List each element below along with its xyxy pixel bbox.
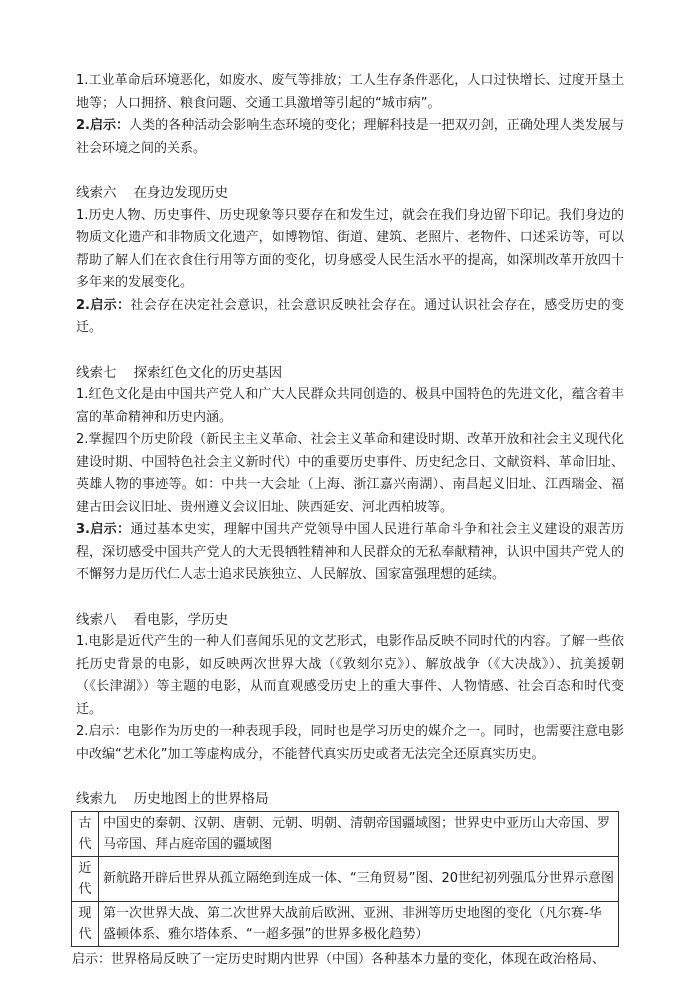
clue8-paragraph-2: 2.启示：电影作为历史的一种表现手段，同时也是学习历史的媒介之一。同时，也需要注意电影中改编“艺术化”加工等虚构成分，不能替代真实历史或者无法完全还原真实历史。 [76,724,624,762]
clue7-paragraph-1: 1.红色文化是由中国共产党人和广大人民群众共同创造的、极具中国特色的先进文化，蕴含着丰富的革命精神和历史内涵。 [76,387,624,425]
clue7-heading: 线索七 探索红色文化的历史基因 [76,364,283,381]
env-inspiration-text: 人类的各种活动会影响生态环境的变化；理解科技是一把双刃剑，正确处理人类发展与社会环境之间的关系。 [76,118,624,156]
clue7-paragraph-2: 2.掌握四个历史阶段（新民主主义革命、社会主义革命和建设时期、改革开放和社会主义现代化建设时期、中国特色社会主义新时代）中的重要历史事件、历史纪念日、文献资料、革命旧址、英雄人物的事迹等。如：中共一大会址（上海、浙江嘉兴南湖）、南昌起义旧址、江西瑞金、福建古田会议旧址、贵州遵义会议旧址、陕西延安、河北西柏坡等。 [76,432,624,515]
section-gap [76,160,624,182]
clue7-paragraph-3 [76,519,624,587]
world-pattern-table [71,811,619,947]
era-content-cell: 新航路开辟后世界从孤立隔绝到连成一体、“三角贸易”图、20世纪初列强瓜分世界示意图 [99,856,619,901]
era-content-cell: 中国史的秦朝、汉朝、唐朝、元朝、明朝、清朝帝国疆域图；世界史中亚历山大帝国、罗马帝国、拜占庭帝国的疆域图 [99,811,619,856]
section-gap [76,587,624,609]
table-row [72,856,619,901]
env-paragraph-2 [76,115,624,160]
section-gap [76,766,624,788]
document-page [72,70,624,971]
clue7-inspiration-label: 3.启示： [76,522,131,537]
clue6-paragraph-2 [76,295,624,340]
clue6-inspiration-text: 社会存在决定社会意识，社会意识反映社会存在。通过认识社会存在，感受历史的变迁。 [76,297,624,335]
clue9-heading: 线索九 历史地图上的世界格局 [76,791,269,807]
env-inspiration-label: 2.启示： [76,118,130,133]
clue9-inspiration: 启示：世界格局反映了一定历史时期内世界（中国）各种基本力量的变化，体现在政治格局、 [72,951,606,967]
clue6-inspiration-label: 2.启示： [76,297,131,313]
era-cell: 古代 [72,811,99,856]
clue8-heading: 线索八 看电影，学历史 [76,611,229,628]
clue8-paragraph-1: 1.电影是近代产生的一种人们喜闻乐见的文艺形式，电影作品反映不同时代的内容。了解一些依托历史背景的电影，如反映两次世界大战（《敦刻尔克》）、解放战争（《大决战》）、抗美援朝（《长津湖》）等主题的电影，从而直观感受历史上的重大事件、人物情感、社会百态和时代变迁。 [76,634,624,717]
clue6-paragraph-1: 1.历史人物、历史事件、历史现象等只要存在和发生过，就会在我们身边留下印记。我们身边的物质文化遗产和非物质文化遗产，如博物馆、街道、建筑、老照片、老物件、口述采访等，可以帮助了解人们在衣食住行用等方面的变化，切身感受人民生活水平的提高，如深圳改革开放四十多年来的发展变化。 [76,207,624,290]
era-cell: 现代 [72,901,99,946]
table-row [72,901,619,946]
section-gap [76,340,624,362]
table-row [72,811,619,856]
clue6-heading: 线索六 在身边发现历史 [76,185,229,201]
era-cell: 近代 [72,856,99,901]
era-content-cell: 第一次世界大战、第二次世界大战前后欧洲、亚洲、非洲等历史地图的变化（凡尔赛-华盛顿体系、雅尔塔体系、“一超多强”的世界多极化趋势） [99,901,619,946]
env-paragraph-1: 1.工业革命后环境恶化，如废水、废气等排放；工人生存条件恶化，人口过快增长、过度开垦土地等；人口拥挤、粮食问题、交通工具激增等引起的“城市病”。 [76,73,624,111]
clue7-inspiration-text: 通过基本史实，理解中国共产党领导中国人民进行革命斗争和社会主义建设的艰苦历程，深切感受中国共产党人的大无畏牺牲精神和人民群众的无私奉献精神，认识中国共产党人的不懈努力是历代仁人志士追求民族独立、人民解放、国家富强理想的延续。 [76,522,624,582]
